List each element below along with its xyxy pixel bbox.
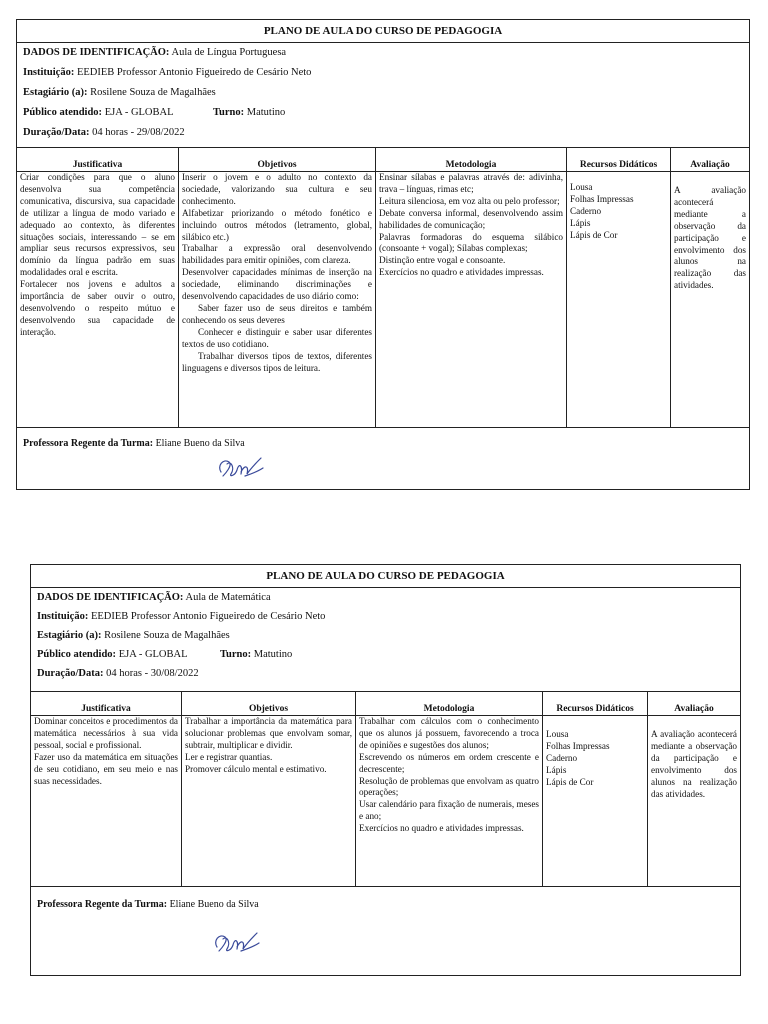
lesson-plan-math (30, 564, 741, 976)
col-recursos (567, 147, 671, 427)
intern-value: Rosilene Souza de Magalhães (90, 87, 216, 98)
list-item: Lousa (570, 182, 593, 192)
list-item: Lápis (570, 217, 591, 228)
institution-value: EEDIEB Professor Antonio Figueiredo de Cesário Neto (90, 611, 326, 622)
col-objetivos (179, 147, 376, 427)
audience-value: EJA - GLOBAL (104, 107, 174, 118)
col-header: Metodologia (356, 691, 542, 716)
paragraph: A avaliação acontecerá mediante a observação da participação e envolvimento dos alunos na realização das atividades. (674, 185, 746, 291)
col-avaliacao (648, 691, 740, 886)
col-justificativa (17, 147, 179, 427)
col-header: Justificativa (17, 147, 178, 172)
col-justificativa (31, 691, 182, 886)
institution-row (37, 611, 325, 622)
paragraph: Desenvolver capacidades mínimas de inserção na sociedade, eliminando discriminações e desenvolvendo capacidades de uso diário como: (182, 267, 372, 302)
list-item: Caderno (546, 752, 578, 763)
justificativa-text (34, 716, 178, 787)
col-header: Metodologia (376, 147, 566, 172)
objetivos-text (185, 716, 352, 776)
paragraph: Inserir o jovem e o adulto no contexto da sociedade, valorizando sua cultura e seu conhecimento. (182, 172, 372, 206)
justificativa-text (20, 172, 175, 339)
shift-label: Turno: (220, 649, 252, 660)
duration-value: 04 horas - 29/08/2022 (92, 127, 185, 138)
regent-label: Professora Regente da Turma: (23, 438, 154, 449)
shift-value: Matutino (246, 107, 286, 118)
audience-label: Público atendido: (37, 649, 117, 660)
paragraph: Ler e registrar quantias. (185, 751, 273, 762)
regent-value: Eliane Bueno da Silva (155, 438, 245, 449)
col-recursos (543, 691, 648, 886)
identification-block (17, 42, 749, 148)
shift-row (213, 107, 285, 118)
paragraph: Fortalecer nos jovens e adultos a importância de saber ouvir o outro, desenvolvendo o respeito mútuo e desenvolvendo sua capacidade de interação. (20, 279, 175, 337)
signature-image (215, 452, 267, 482)
audience-value: EJA - GLOBAL (118, 649, 188, 660)
col-header: Recursos Didáticos (543, 691, 647, 716)
paragraph: Trabalhar a expressão oral desenvolvendo habilidades para emitir opiniões, com clareza. (182, 243, 372, 266)
col-header: Objetivos (179, 147, 375, 172)
list-item: Lápis de Cor (570, 229, 618, 240)
paragraph: Trabalhar diversos tipos de textos, diferentes linguagens e diversos tipos de leitura. (182, 350, 372, 373)
paragraph: Dominar conceitos e procedimentos da matemática necessários à sua vida pessoal, social e profissional. (34, 716, 178, 750)
paragraph: Criar condições para que o aluno desenvolva sua competência comunicativa, discursiva, sua capacidade de utilizar a língua de modo variado e adequado ao contexto, às diferentes situações sociais, interessando – se em ampliar seus recursos expressivos, seu domínio da língua padrão em suas modalidades oral e escrita. (20, 172, 175, 278)
col-avaliacao (671, 147, 749, 427)
id-value: Aula de Matemática (185, 592, 271, 603)
audience-label: Público atendido: (23, 107, 103, 118)
paragraph: Escrevendo os números em ordem crescente e decrescente; (359, 751, 539, 774)
institution-label: Instituição: (37, 611, 89, 622)
objetivos-text (182, 172, 372, 374)
regent-value: Eliane Bueno da Silva (169, 899, 259, 910)
recursos-list (570, 182, 667, 242)
lesson-plan-portuguese (16, 19, 750, 490)
paragraph: Debate conversa informal, desenvolvendo assim habilidades de comunicação; (379, 207, 563, 230)
paragraph: Promover cálculo mental e estimativo. (185, 763, 327, 774)
institution-label: Instituição: (23, 67, 75, 78)
paragraph: Trabalhar com cálculos com o conhecimento que os alunos já possuem, favorecendo a troca de opiniões e sugestões dos alunos; (359, 716, 539, 750)
id-row (37, 592, 271, 603)
regent-teacher-row (23, 438, 245, 449)
metodologia-text (379, 172, 563, 279)
paragraph: Palavras formadoras do esquema silábico (consoante + vogal); Sílabas complexas; (379, 231, 563, 254)
shift-row (220, 649, 292, 660)
paragraph: Conhecer e distinguir e saber usar diferentes textos de uso cotidiano. (182, 326, 372, 349)
intern-label: Estagiário (a): (23, 87, 88, 98)
audience-row (37, 649, 188, 660)
intern-label: Estagiário (a): (37, 630, 102, 641)
paragraph: Trabalhar a importância da matemática para solucionar problemas que envolvam somar, subtrair, multiplicar e dividir. (185, 716, 352, 750)
intern-row (23, 87, 216, 98)
paragraph: A avaliação acontecerá mediante a observação da participação e envolvimento dos alunos na realização das atividades. (651, 729, 737, 799)
plan-title: PLANO DE AULA DO CURSO DE PEDAGOGIA (31, 565, 740, 588)
col-metodologia (356, 691, 543, 886)
id-value: Aula de Língua Portuguesa (171, 47, 287, 58)
col-header: Avaliação (671, 147, 749, 172)
col-header: Avaliação (648, 691, 740, 716)
duration-value: 04 horas - 30/08/2022 (106, 668, 199, 679)
paragraph: Exercícios no quadro e atividades impressas. (359, 823, 524, 834)
paragraph: Resolução de problemas que envolvam as quatro operações; (359, 775, 539, 798)
paragraph: Usar calendário para fixação de numerais, meses e ano; (359, 799, 539, 822)
id-label: DADOS DE IDENTIFICAÇÃO: (37, 592, 184, 603)
regent-label: Professora Regente da Turma: (37, 899, 168, 910)
audience-row (23, 107, 174, 118)
duration-label: Duração/Data: (23, 127, 90, 138)
intern-row (37, 630, 230, 641)
metodologia-text (359, 716, 539, 835)
col-metodologia (376, 147, 567, 427)
col-header: Recursos Didáticos (567, 147, 670, 172)
duration-row (37, 668, 199, 679)
regent-teacher-row (37, 899, 259, 910)
list-item: Folhas Impressas (570, 193, 634, 204)
paragraph: Leitura silenciosa, em voz alta ou pelo professor; (379, 195, 560, 206)
list-item: Lápis (546, 764, 567, 775)
intern-value: Rosilene Souza de Magalhães (104, 630, 230, 641)
institution-value: EEDIEB Professor Antonio Figueiredo de Cesário Neto (76, 67, 312, 78)
identification-block (31, 587, 740, 692)
paragraph: Alfabetizar priorizando o método fonético e incluindo outros métodos (letramento, global, silábico etc.) (182, 207, 372, 242)
paragraph: Exercícios no quadro e atividades impressas. (379, 267, 544, 278)
duration-label: Duração/Data: (37, 668, 104, 679)
list-item: Caderno (570, 205, 602, 216)
signature-image (211, 927, 263, 957)
duration-row (23, 127, 185, 138)
paragraph: Saber fazer uso de seus direitos e também conhecendo os seus deveres (182, 302, 372, 325)
plan-table (17, 147, 749, 428)
avaliacao-text (674, 185, 746, 292)
institution-row (23, 67, 311, 78)
plan-table (31, 691, 740, 887)
col-header: Objetivos (182, 691, 355, 716)
paragraph: Fazer uso da matemática em situações de seu cotidiano, em seu meio e nas suas necessidades. (34, 751, 178, 786)
plan-title: PLANO DE AULA DO CURSO DE PEDAGOGIA (17, 20, 749, 43)
shift-value: Matutino (253, 649, 293, 660)
paragraph: Distinção entre vogal e consoante. (379, 255, 506, 266)
shift-label: Turno: (213, 107, 245, 118)
list-item: Lápis de Cor (546, 776, 594, 787)
col-objetivos (182, 691, 356, 886)
list-item: Lousa (546, 729, 569, 739)
avaliacao-text (651, 729, 737, 800)
list-item: Folhas Impressas (546, 740, 610, 751)
col-header: Justificativa (31, 691, 181, 716)
id-label: DADOS DE IDENTIFICAÇÃO: (23, 47, 170, 58)
recursos-list (546, 729, 644, 789)
id-row (23, 47, 286, 58)
paragraph: Ensinar sílabas e palavras através de: adivinha, trava – línguas, rimas etc; (379, 172, 563, 194)
